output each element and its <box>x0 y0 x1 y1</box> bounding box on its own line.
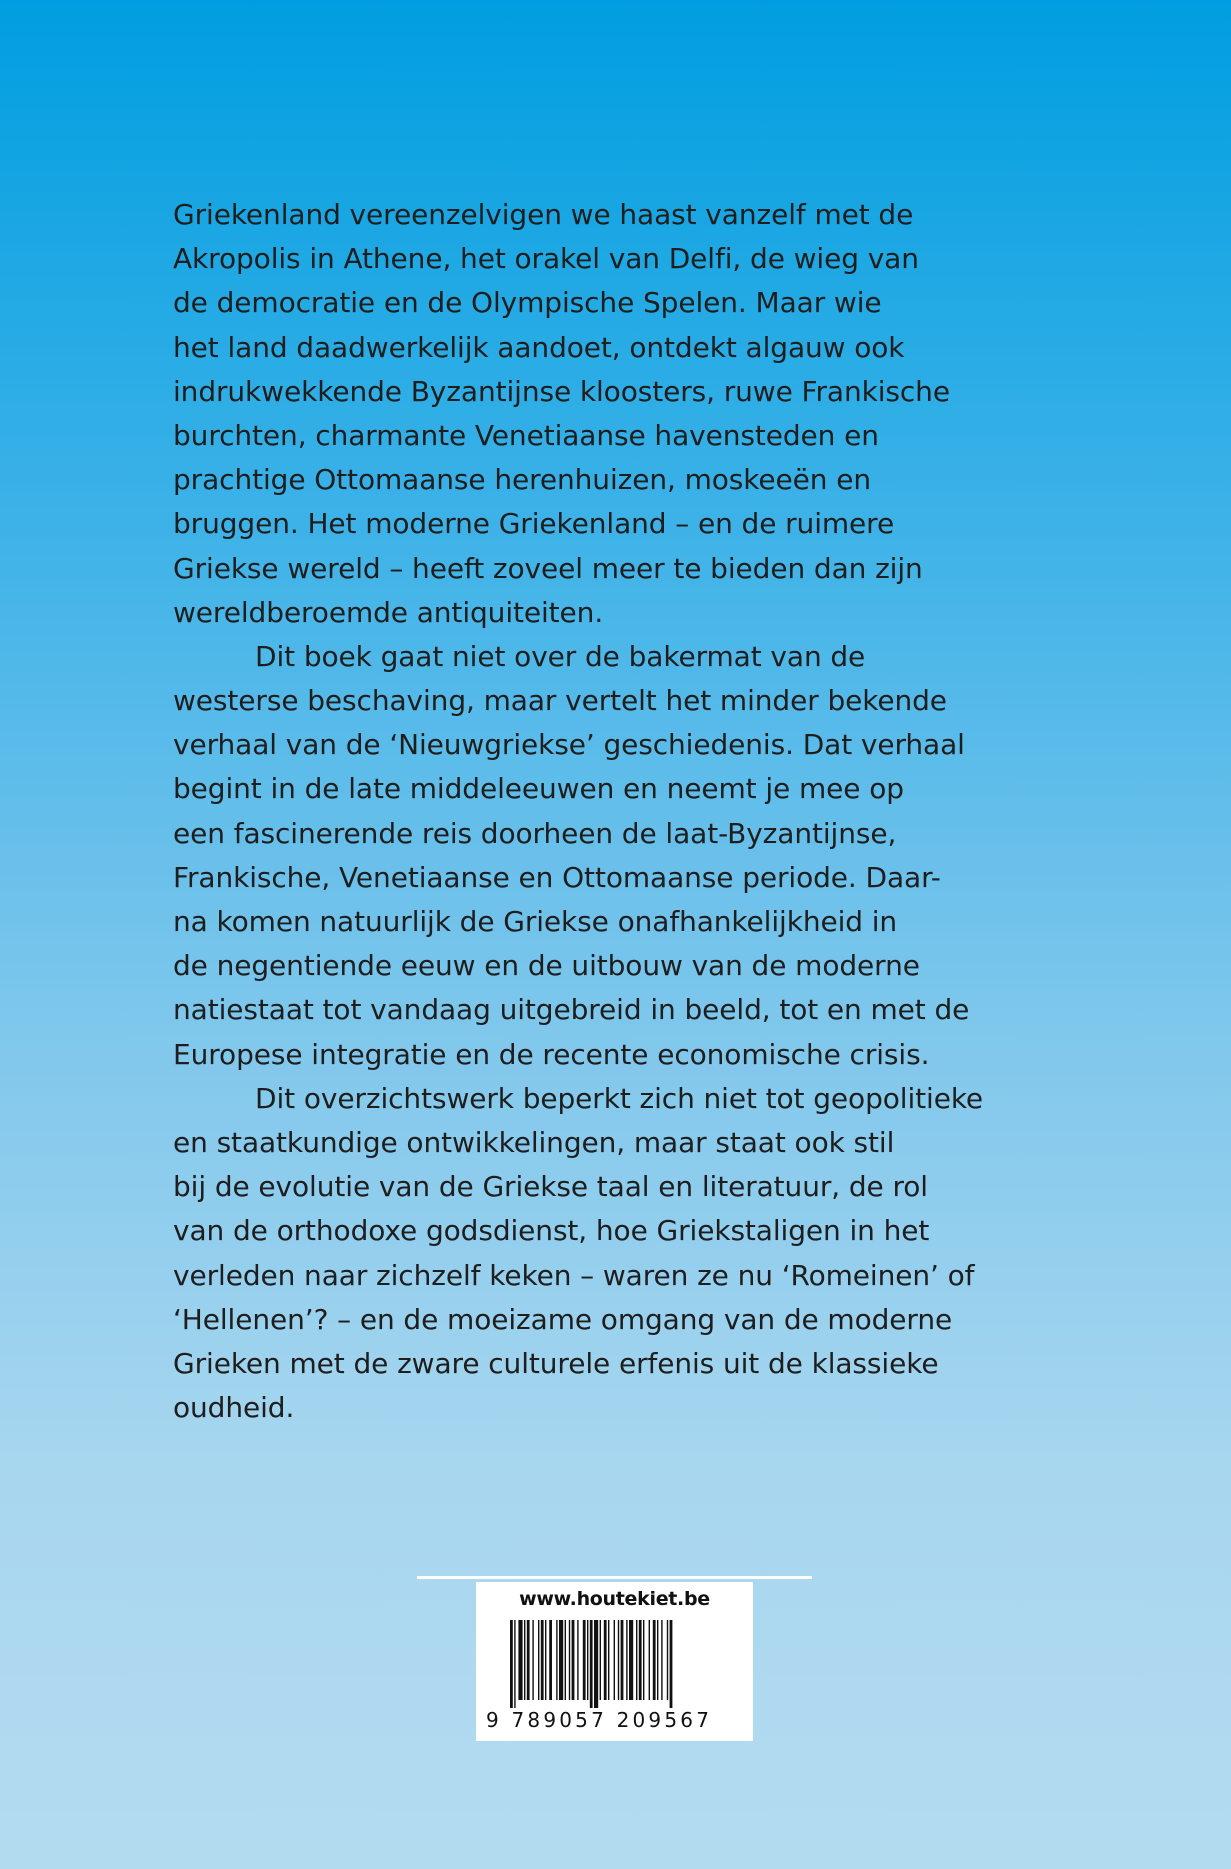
blurb-line: de negentiende eeuw en de uitbouw van de moderne <box>173 949 920 983</box>
barcode-bar <box>518 1620 522 1700</box>
back-cover-blurb <box>173 193 1173 1430</box>
barcode-bar <box>572 1620 575 1700</box>
barcode-bar <box>577 1620 578 1700</box>
barcode-bar <box>621 1620 624 1700</box>
barcode-image <box>510 1620 720 1708</box>
barcode-bar <box>510 1620 513 1708</box>
barcode-bar <box>583 1620 586 1700</box>
barcode-bar <box>549 1620 552 1700</box>
blurb-line: wereldberoemde antiquiteiten. <box>173 595 604 629</box>
barcode-bar <box>653 1620 656 1700</box>
blurb-line: Frankische, Venetiaanse en Ottomaanse periode. Daar- <box>173 860 941 894</box>
barcode-bar <box>629 1620 633 1700</box>
isbn-digits: 9 789057 209567 <box>486 1708 713 1732</box>
blurb-line: Dit boek gaat niet over de bakermat van de <box>255 639 866 673</box>
blurb-line: Akropolis in Athene, het orakel van Delfi, de wieg van <box>173 242 919 276</box>
barcode-bar <box>626 1620 627 1700</box>
barcode-bar <box>670 1620 673 1708</box>
barcode-bar <box>594 1620 598 1708</box>
barcode-bar <box>524 1620 525 1700</box>
barcode-bar <box>569 1620 570 1700</box>
blurb-line: het land daadwerkelijk aandoet, ontdekt algauw ook <box>173 330 905 364</box>
barcode-bar <box>636 1620 637 1700</box>
barcode-bar <box>538 1620 539 1700</box>
blurb-line: verhaal van de ‘Nieuwgriekse’ geschiedenis. Dat verhaal <box>173 728 965 762</box>
barcode-panel <box>476 1582 753 1741</box>
barcode-bar <box>657 1620 658 1700</box>
barcode-bar <box>608 1620 609 1700</box>
barcode-bar <box>643 1620 644 1700</box>
barcode-bar <box>614 1620 615 1700</box>
barcode-bar <box>661 1620 662 1700</box>
blurb-line: ‘Hellenen’? – en de moeizame omgang van de moderne <box>173 1302 953 1336</box>
blurb-line: na komen natuurlijk de Griekse onafhankelijkheid in <box>173 905 898 938</box>
blurb-line: natiestaat tot vandaag uitgebreid in beeld, tot en met de <box>173 993 970 1027</box>
blurb-line: bruggen. Het moderne Griekenland – en de ruimere <box>173 507 895 541</box>
barcode-bar <box>556 1620 557 1700</box>
blurb-line: verleden naar zichzelf keken – waren ze nu ‘Romeinen’ of <box>173 1258 975 1292</box>
barcode-bar <box>527 1620 530 1700</box>
blurb-line: bij de evolutie van de Griekse taal en literatuur, de rol <box>173 1170 928 1204</box>
blurb-line: prachtige Ottomaanse herenhuizen, moskeeën en <box>173 463 872 497</box>
barcode-bar <box>559 1620 563 1700</box>
barcode-bar <box>532 1620 533 1700</box>
barcode-bar <box>600 1620 601 1700</box>
blurb-line: begint in de late middeleeuwen en neemt je mee op <box>173 772 904 806</box>
blurb-line: een fascinerende reis doorheen de laat-Byzantijnse, <box>173 816 897 850</box>
barcode-bar <box>514 1620 515 1708</box>
blurb-line: indrukwekkende Byzantijnse kloosters, ruwe Frankische <box>173 374 950 408</box>
barcode-bar <box>590 1620 593 1708</box>
blurb-line: Griekse wereld – heeft zoveel meer te bieden dan zijn <box>173 551 923 585</box>
blurb-line: en staatkundige ontwikkelingen, maar staat ook stil <box>173 1125 895 1159</box>
blurb-line: Dit overzichtswerk beperkt zich niet tot geopolitieke <box>255 1081 984 1115</box>
barcode-top-rule <box>417 1576 812 1579</box>
blurb-line: Europese integratie en de recente economische crisis. <box>173 1037 930 1071</box>
barcode-bar <box>565 1620 566 1700</box>
blurb-line: van de orthodoxe godsdienst, hoe Griekstaligen in het <box>173 1214 930 1248</box>
blurb-line: de democratie en de Olympische Spelen. Maar wie <box>173 286 882 320</box>
barcode-bar <box>618 1620 619 1700</box>
barcode-bar <box>649 1620 650 1700</box>
blurb-line: westerse beschaving, maar vertelt het minder bekende <box>173 684 947 718</box>
blurb-line: burchten, charmante Venetiaanse havensteden en <box>173 418 879 452</box>
barcode-bar <box>541 1620 544 1700</box>
blurb-line: oudheid. <box>173 1391 295 1425</box>
barcode-bar <box>639 1620 642 1700</box>
publisher-url: www.houtekiet.be <box>519 1588 710 1610</box>
barcode-bar <box>604 1620 607 1700</box>
blurb-line: Grieken met de zware culturele erfenis uit de klassieke <box>173 1346 939 1380</box>
barcode-bar <box>587 1620 588 1700</box>
barcode-bar <box>545 1620 546 1700</box>
barcode-bar <box>667 1620 668 1700</box>
blurb-line: Griekenland vereenzelvigen we haast vanzelf met de <box>173 198 914 231</box>
